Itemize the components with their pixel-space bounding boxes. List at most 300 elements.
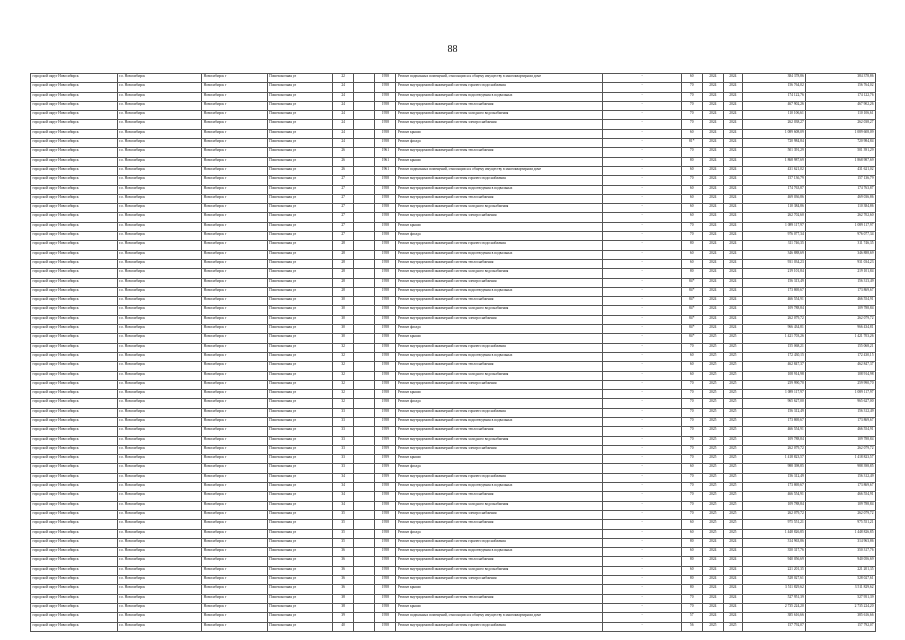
cell-year: 1958 [375, 176, 396, 185]
table-row [31, 501, 876, 510]
cell-cost: 262 079,72 [742, 445, 805, 454]
cell-note: - [603, 399, 681, 408]
cell-building [354, 603, 375, 612]
cell-building [354, 306, 375, 315]
cell-street: Пошехоночная ул [267, 306, 332, 315]
cell-note: - [603, 622, 681, 631]
cell-floors: 60 [681, 194, 702, 203]
cell-house: 34 [333, 473, 354, 482]
table-row [31, 185, 876, 194]
cell-house: 27 [333, 194, 354, 203]
cell-year: 1958 [375, 390, 396, 399]
cell-year_to: 2024 [723, 306, 742, 315]
cell-building [354, 148, 375, 157]
cell-street: Пошехоночная ул [267, 492, 332, 501]
cell-work: Ремонт крыши [396, 129, 603, 138]
table-row [31, 492, 876, 501]
cell-cost_total: 462 847,37 [806, 362, 876, 371]
cell-settlement: г.о. Новосибирск [117, 148, 202, 157]
cell-year_from: 2025 [702, 408, 723, 417]
cell-year_from: 2025 [702, 445, 723, 454]
cell-house: 35 [333, 520, 354, 529]
cell-building [354, 622, 375, 631]
cell-street: Пошехоночная ул [267, 213, 332, 222]
cell-note: - [603, 185, 681, 194]
cell-work: Ремонт фасада [396, 139, 603, 148]
cell-cost: 988 398,85 [742, 464, 805, 473]
cell-settlement: г.о. Новосибирск [117, 315, 202, 324]
cell-floors: 70 [681, 380, 702, 389]
cell-settlement: г.о. Новосибирск [117, 380, 202, 389]
cell-cost_total: 262 702,60 [806, 213, 876, 222]
cell-building [354, 213, 375, 222]
cell-floors: 60 [681, 548, 702, 557]
cell-note: - [603, 538, 681, 547]
cell-cost: 527 951,39 [742, 594, 805, 603]
cell-district: городской округ Новосибирск [31, 259, 118, 268]
cell-cost: 528 027,61 [742, 576, 805, 585]
cell-settlement: г.о. Новосибирск [117, 538, 202, 547]
cell-street_type: Новосибирск г [202, 594, 267, 603]
cell-settlement: г.о. Новосибирск [117, 445, 202, 454]
cell-building [354, 529, 375, 538]
cell-house: 27 [333, 213, 354, 222]
cell-house: 38 [333, 603, 354, 612]
cell-year_from: 2024 [702, 176, 723, 185]
cell-year_from: 2024 [702, 129, 723, 138]
table-row [31, 111, 876, 120]
cell-district: городской округ Новосибирск [31, 111, 118, 120]
cell-street_type: Новосибирск г [202, 520, 267, 529]
table-row [31, 613, 876, 622]
cell-cost: 501 391,29 [742, 148, 805, 157]
cell-note: - [603, 334, 681, 343]
cell-cost: 311 746,35 [742, 241, 805, 250]
cell-year: 1959 [375, 436, 396, 445]
cell-district: городской округ Новосибирск [31, 390, 118, 399]
cell-house: 33 [333, 455, 354, 464]
cell-cost_total: 173 869,67 [806, 417, 876, 426]
cell-house: 27 [333, 232, 354, 241]
table-row [31, 120, 876, 129]
cell-year_to: 2025 [723, 492, 742, 501]
cell-street: Пошехоночная ул [267, 139, 332, 148]
cell-building [354, 380, 375, 389]
cell-work: Ремонт внутридомовой инженерной системы горячего водоснабжения [396, 83, 603, 92]
cell-cost_total: 109 788,84 [806, 436, 876, 445]
cell-year_to: 2024 [723, 576, 742, 585]
cell-street_type: Новосибирск г [202, 194, 267, 203]
cell-district: городской округ Новосибирск [31, 120, 118, 129]
cell-floors: 60 [681, 362, 702, 371]
cell-year: 1958 [375, 576, 396, 585]
cell-street: Пошехоночная ул [267, 120, 332, 129]
cell-note: - [603, 111, 681, 120]
cell-year_from: 2024 [702, 613, 723, 622]
cell-cost_total: 109 788,84 [806, 501, 876, 510]
cell-year_from: 2024 [702, 548, 723, 557]
cell-district: городской округ Новосибирск [31, 538, 118, 547]
cell-cost_total: 157 136,79 [806, 176, 876, 185]
cell-street: Пошехоночная ул [267, 74, 332, 83]
cell-street_type: Новосибирск г [202, 176, 267, 185]
cell-cost: 173 869,67 [742, 287, 805, 296]
cell-district: городской округ Новосибирск [31, 92, 118, 101]
cell-street_type: Новосибирск г [202, 259, 267, 268]
cell-floors: 81* [681, 139, 702, 148]
table-row [31, 417, 876, 426]
cell-street: Пошехоночная ул [267, 576, 332, 585]
table-row [31, 464, 876, 473]
cell-cost: 1 089 608,09 [742, 129, 805, 138]
cell-street: Пошехоночная ул [267, 185, 332, 194]
cell-note: - [603, 557, 681, 566]
cell-cost: 966 434,81 [742, 325, 805, 334]
cell-year: 1958 [375, 129, 396, 138]
cell-district: городской округ Новосибирск [31, 362, 118, 371]
cell-year_from: 2024 [702, 269, 723, 278]
cell-floors: 60 [681, 74, 702, 83]
cell-cost_total: 262 038,27 [806, 120, 876, 129]
cell-year_to: 2025 [723, 427, 742, 436]
cell-year_to: 2024 [723, 92, 742, 101]
cell-street_type: Новосибирск г [202, 101, 267, 110]
cell-year_from: 2024 [702, 557, 723, 566]
cell-work: Ремонт внутридомовой инженерной системы водоотведения в подвальных [396, 250, 603, 259]
cell-building [354, 278, 375, 287]
cell-year_to: 2025 [723, 445, 742, 454]
cell-note: - [603, 232, 681, 241]
cell-floors: 60 [681, 259, 702, 268]
cell-district: городской округ Новосибирск [31, 306, 118, 315]
cell-house: 30 [333, 306, 354, 315]
cell-year: 1958 [375, 483, 396, 492]
cell-street: Пошехоночная ул [267, 594, 332, 603]
cell-note: - [603, 371, 681, 380]
cell-district: городской округ Новосибирск [31, 455, 118, 464]
cell-note: - [603, 436, 681, 445]
cell-work: Ремонт внутридомовой инженерной системы теплоснабжения [396, 520, 603, 529]
cell-settlement: г.о. Новосибирск [117, 427, 202, 436]
cell-house: 28 [333, 278, 354, 287]
cell-work: Ремонт подвальных помещений, относящихся к общему имуществу в многоквартирном доме [396, 74, 603, 83]
cell-year: 1958 [375, 269, 396, 278]
cell-work: Ремонт внутридомовой инженерной системы теплоснабжения [396, 148, 603, 157]
cell-note: - [603, 501, 681, 510]
cell-street_type: Новосибирск г [202, 622, 267, 631]
cell-floors: 84* [681, 287, 702, 296]
cell-cost_total: 940 056,69 [806, 557, 876, 566]
cell-district: городской округ Новосибирск [31, 352, 118, 361]
table-row [31, 557, 876, 566]
table-row [31, 315, 876, 324]
cell-building [354, 101, 375, 110]
cell-floors: 60 [681, 185, 702, 194]
cell-note: - [603, 464, 681, 473]
cell-year: 1958 [375, 278, 396, 287]
cell-building [354, 120, 375, 129]
cell-floors: 70 [681, 148, 702, 157]
cell-building [354, 92, 375, 101]
cell-street: Пошехоночная ул [267, 538, 332, 547]
cell-year: 1959 [375, 473, 396, 482]
cell-cost: 469 036,86 [742, 194, 805, 203]
cell-house: 24 [333, 120, 354, 129]
cell-note: - [603, 613, 681, 622]
cell-cost_total: 1 421 703,26 [806, 334, 876, 343]
cell-street_type: Новосибирск г [202, 399, 267, 408]
cell-street: Пошехоночная ул [267, 204, 332, 213]
cell-settlement: г.о. Новосибирск [117, 529, 202, 538]
cell-year_from: 2024 [702, 250, 723, 259]
cell-settlement: г.о. Новосибирск [117, 306, 202, 315]
cell-work: Ремонт внутридомовой инженерной системы теплоснабжения [396, 427, 603, 436]
cell-year_to: 2024 [723, 176, 742, 185]
cell-floors: 70 [681, 594, 702, 603]
cell-floors: 70 [681, 603, 702, 612]
cell-house: 32 [333, 352, 354, 361]
cell-year_from: 2025 [702, 380, 723, 389]
cell-district: городской округ Новосибирск [31, 74, 118, 83]
cell-cost_total: 1 089 117,97 [806, 222, 876, 231]
cell-settlement: г.о. Новосибирск [117, 157, 202, 166]
cell-house: 33 [333, 408, 354, 417]
cell-note: - [603, 417, 681, 426]
cell-note: - [603, 129, 681, 138]
cell-building [354, 390, 375, 399]
cell-note: - [603, 427, 681, 436]
table-row [31, 222, 876, 231]
cell-year_to: 2024 [723, 315, 742, 324]
cell-note: - [603, 315, 681, 324]
cell-cost_total: 174 122,76 [806, 92, 876, 101]
cell-house: 27 [333, 222, 354, 231]
cell-building [354, 613, 375, 622]
cell-cost: 262 702,60 [742, 213, 805, 222]
cell-year: 1958 [375, 613, 396, 622]
cell-cost_total: 976 077,34 [806, 232, 876, 241]
cell-district: городской округ Новосибирск [31, 222, 118, 231]
cell-year: 1958 [375, 250, 396, 259]
cell-building [354, 548, 375, 557]
cell-floors: 84* [681, 315, 702, 324]
cell-year_to: 2024 [723, 259, 742, 268]
cell-year_to: 2024 [723, 557, 742, 566]
cell-year_to: 2024 [723, 83, 742, 92]
cell-cost: 931 034,23 [742, 259, 805, 268]
cell-cost_total: 1 089 117,97 [806, 390, 876, 399]
cell-year_from: 2025 [702, 464, 723, 473]
cell-year_from: 2024 [702, 259, 723, 268]
cell-settlement: г.о. Новосибирск [117, 250, 202, 259]
cell-year_to: 2025 [723, 473, 742, 482]
cell-house: 30 [333, 325, 354, 334]
table-row [31, 213, 876, 222]
cell-street_type: Новосибирск г [202, 334, 267, 343]
cell-work: Ремонт крыши [396, 222, 603, 231]
cell-year: 1958 [375, 529, 396, 538]
cell-house: 36 [333, 585, 354, 594]
cell-building [354, 520, 375, 529]
cell-cost_total: 173 869,67 [806, 287, 876, 296]
cell-settlement: г.о. Новосибирск [117, 204, 202, 213]
cell-work: Ремонт фасада [396, 464, 603, 473]
cell-street_type: Новосибирск г [202, 613, 267, 622]
cell-floors: 70 [681, 501, 702, 510]
cell-year: 1958 [375, 111, 396, 120]
cell-floors: 80 [681, 538, 702, 547]
cell-cost_total: 988 398,85 [806, 464, 876, 473]
cell-building [354, 194, 375, 203]
table-row [31, 622, 876, 631]
cell-street: Пошехоночная ул [267, 585, 332, 594]
cell-year: 1958 [375, 120, 396, 129]
cell-cost: 1 421 703,26 [742, 334, 805, 343]
cell-year_to: 2024 [723, 139, 742, 148]
cell-street: Пошехоночная ул [267, 548, 332, 557]
cell-year: 1958 [375, 92, 396, 101]
cell-street_type: Новосибирск г [202, 464, 267, 473]
cell-street_type: Новосибирск г [202, 129, 267, 138]
cell-year: 1958 [375, 520, 396, 529]
cell-cost: 155 068,21 [742, 343, 805, 352]
cell-work: Ремонт фасада [396, 529, 603, 538]
cell-house: 22 [333, 74, 354, 83]
cell-note: - [603, 520, 681, 529]
cell-settlement: г.о. Новосибирск [117, 622, 202, 631]
cell-cost_total: 3 511 829,62 [806, 585, 876, 594]
cell-street: Пошехоночная ул [267, 176, 332, 185]
cell-note: - [603, 566, 681, 575]
cell-street: Пошехоночная ул [267, 380, 332, 389]
cell-building [354, 473, 375, 482]
cell-work: Ремонт внутридомовой инженерной системы горячего водоснабжения [396, 408, 603, 417]
cell-work: Ремонт внутридомовой инженерной системы теплоснабжения [396, 259, 603, 268]
cell-street: Пошехоночная ул [267, 92, 332, 101]
cell-cost: 173 869,67 [742, 483, 805, 492]
cell-year_from: 2025 [702, 334, 723, 343]
cell-cost_total: 155 068,21 [806, 343, 876, 352]
cell-street: Пошехоночная ул [267, 417, 332, 426]
cell-street_type: Новосибирск г [202, 427, 267, 436]
cell-cost: 262 079,72 [742, 510, 805, 519]
cell-district: городской округ Новосибирск [31, 315, 118, 324]
cell-year_to: 2024 [723, 325, 742, 334]
cell-floors: 70 [681, 427, 702, 436]
table-row [31, 399, 876, 408]
table-row [31, 371, 876, 380]
cell-street_type: Новосибирск г [202, 139, 267, 148]
cell-year_to: 2025 [723, 334, 742, 343]
cell-year: 1958 [375, 399, 396, 408]
cell-year: 1958 [375, 139, 396, 148]
cell-cost: 965 627,00 [742, 399, 805, 408]
cell-year_from: 2024 [702, 287, 723, 296]
cell-work: Ремонт крыши [396, 455, 603, 464]
cell-cost_total: 350 317,76 [806, 548, 876, 557]
cell-cost: 156 312,49 [742, 473, 805, 482]
cell-floors: 60 [681, 213, 702, 222]
cell-note: - [603, 380, 681, 389]
cell-building [354, 594, 375, 603]
table-row [31, 343, 876, 352]
cell-house: 24 [333, 111, 354, 120]
table-row [31, 139, 876, 148]
cell-year: 1958 [375, 194, 396, 203]
cell-house: 28 [333, 241, 354, 250]
cell-district: городской округ Новосибирск [31, 129, 118, 138]
cell-year_to: 2024 [723, 566, 742, 575]
cell-year_to: 2024 [723, 111, 742, 120]
cell-year_from: 2025 [702, 455, 723, 464]
cell-work: Ремонт внутридомовой инженерной системы горячего водоснабжения [396, 176, 603, 185]
cell-floors: 84* [681, 278, 702, 287]
cell-cost_total: 385 616,66 [806, 613, 876, 622]
cell-work: Ремонт внутридомовой инженерной системы водоотведения в подвальных [396, 352, 603, 361]
table-row [31, 529, 876, 538]
cell-district: городской округ Новосибирск [31, 343, 118, 352]
cell-street_type: Новосибирск г [202, 492, 267, 501]
cell-year_from: 2024 [702, 297, 723, 306]
cell-building [354, 241, 375, 250]
cell-note: - [603, 241, 681, 250]
cell-cost: 157 792,07 [742, 622, 805, 631]
cell-floors: 70 [681, 120, 702, 129]
cell-year: 1958 [375, 83, 396, 92]
cell-floors: 60 [681, 250, 702, 259]
cell-cost: 110 384,86 [742, 204, 805, 213]
cell-note: - [603, 297, 681, 306]
cell-year_from: 2025 [702, 473, 723, 482]
cell-year: 1958 [375, 501, 396, 510]
cell-street_type: Новосибирск г [202, 538, 267, 547]
cell-cost: 1 089 117,97 [742, 390, 805, 399]
cell-year: 1958 [375, 287, 396, 296]
cell-cost_total: 157 792,07 [806, 622, 876, 631]
cell-district: городской округ Новосибирск [31, 566, 118, 575]
cell-floors: 70 [681, 417, 702, 426]
cell-note: - [603, 306, 681, 315]
cell-street: Пошехоночная ул [267, 157, 332, 166]
cell-note: - [603, 408, 681, 417]
cell-house: 26 [333, 148, 354, 157]
cell-year: 1958 [375, 334, 396, 343]
cell-floors: 80 [681, 557, 702, 566]
cell-cost: 466 554,91 [742, 297, 805, 306]
cell-street_type: Новосибирск г [202, 306, 267, 315]
cell-house: 39 [333, 613, 354, 622]
cell-street: Пошехоночная ул [267, 557, 332, 566]
cell-building [354, 139, 375, 148]
cell-building [354, 176, 375, 185]
cell-street: Пошехоночная ул [267, 222, 332, 231]
cell-cost_total: 174 763,87 [806, 185, 876, 194]
cell-settlement: г.о. Новосибирск [117, 213, 202, 222]
cell-building [354, 483, 375, 492]
cell-house: 30 [333, 297, 354, 306]
cell-building [354, 232, 375, 241]
cell-year: 1958 [375, 380, 396, 389]
cell-floors: 56 [681, 622, 702, 631]
cell-year_from: 2024 [702, 111, 723, 120]
cell-cost: 976 077,34 [742, 232, 805, 241]
cell-district: городской округ Новосибирск [31, 250, 118, 259]
cell-cost_total: 156 312,49 [806, 473, 876, 482]
cell-district: городской округ Новосибирск [31, 83, 118, 92]
cell-cost_total: 262 079,72 [806, 510, 876, 519]
cell-settlement: г.о. Новосибирск [117, 166, 202, 175]
capital-repair-table [30, 73, 876, 632]
